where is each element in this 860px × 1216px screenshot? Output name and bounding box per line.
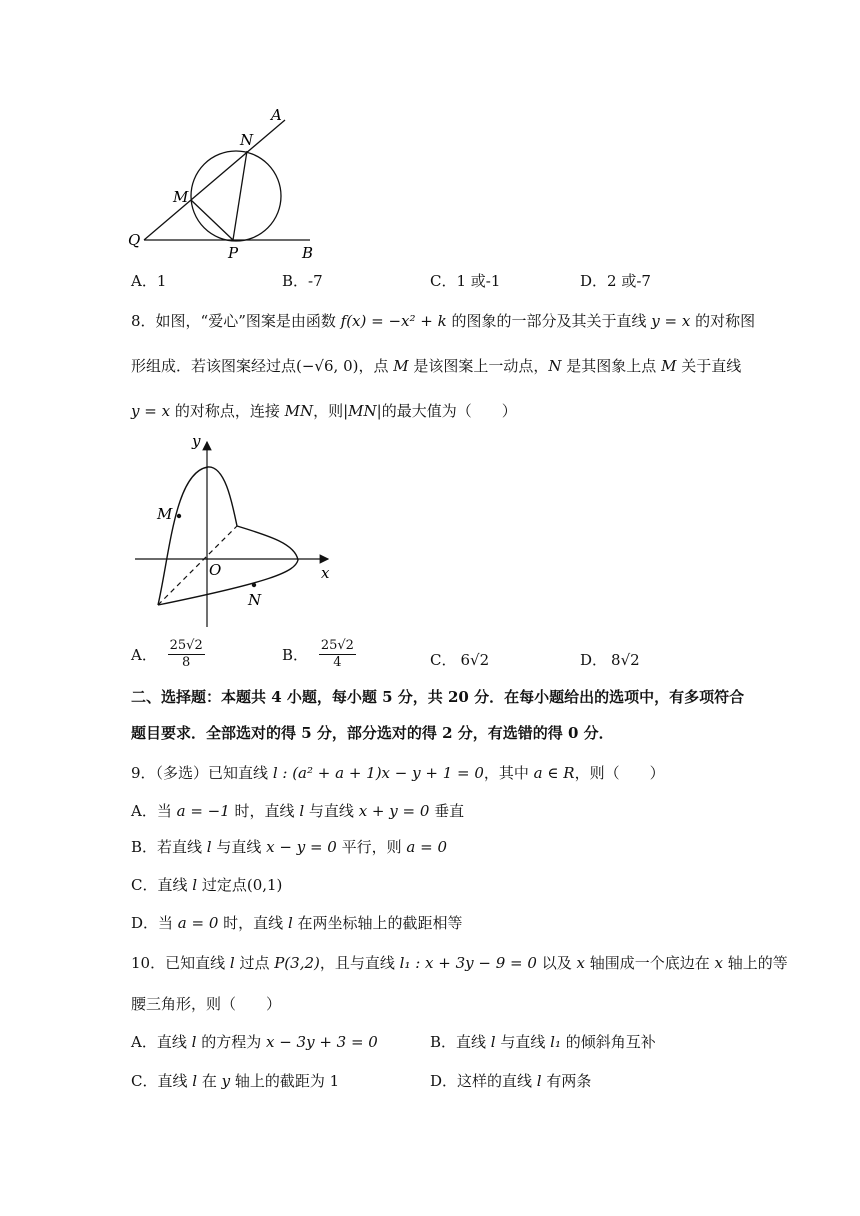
q10-option-a[interactable]: A．直线 l 的方程为 x − 3y + 3 = 0: [131, 1033, 378, 1051]
q10-option-d[interactable]: D．这样的直线 l 有两条: [430, 1072, 592, 1090]
q7-option-d[interactable]: D．2 或-7: [580, 272, 651, 290]
q7-option-c[interactable]: C．1 或-1: [430, 272, 501, 290]
label-M: M: [173, 188, 189, 206]
q9-option-b[interactable]: B．若直线 l 与直线 x − y = 0 平行，则 a = 0: [131, 838, 447, 856]
label-N2: N: [248, 591, 262, 609]
label-M2: M: [157, 505, 173, 523]
q9-option-a[interactable]: A．当 a = −1 时，直线 l 与直线 x + y = 0 垂直: [131, 802, 465, 820]
label-O: O: [209, 561, 222, 579]
section2-line2: 题目要求．全部选对的得 5 分，部分选对的得 2 分，有选错的得 0 分．: [131, 724, 614, 742]
q9-option-d[interactable]: D．当 a = 0 时，直线 l 在两坐标轴上的截距相等: [131, 914, 463, 932]
label-A: A: [271, 106, 282, 124]
section2-line1: 二、选择题：本题共 4 小题，每小题 5 分，共 20 分．在每小题给出的选项中，有多项符合: [131, 688, 745, 706]
eq-line-l: l : (a² + a + 1)x − y + 1 = 0: [272, 764, 484, 782]
label-B: B: [302, 244, 314, 262]
eq-yx: y = x: [651, 312, 691, 330]
point-M: [177, 514, 181, 518]
q10-stem-line1: 10．已知直线 l 过点 P(3,2)，且与直线 l₁ : x + 3y − 9 = 0 以及 x 轴围成一个底边在 x 轴上的等: [131, 954, 788, 972]
q7-option-a[interactable]: A．1: [131, 272, 167, 290]
parabola-branch: [158, 467, 237, 605]
q8-option-a[interactable]: A． $\frac{25√2}{8}$: [131, 638, 203, 670]
eq-fx: f(x) = −x² + k: [340, 312, 447, 330]
q8-option-c[interactable]: C． 6√2: [430, 651, 490, 669]
q8-option-b[interactable]: B． $\frac{25√2}{4}$: [282, 638, 354, 670]
q7-option-b[interactable]: B．-7: [282, 272, 323, 290]
eq-a-in-r: a ∈ R: [533, 764, 575, 782]
point-N: [252, 583, 256, 587]
dashed-segment: [158, 526, 237, 605]
label-N: N: [240, 131, 254, 149]
q9-stem: 9．（多选）已知直线 l : (a² + a + 1)x − y + 1 = 0，其中 a ∈ R，则（ ）: [131, 764, 665, 782]
q9-option-c[interactable]: C．直线 l 过定点(0,1): [131, 876, 283, 894]
chord-NP: [233, 151, 247, 240]
label-Q: Q: [128, 231, 141, 249]
q10-stem-line2: 腰三角形，则（ ）: [131, 995, 282, 1013]
label-y: y: [192, 432, 201, 450]
q10-option-c[interactable]: C．直线 l 在 y 轴上的截距为 1: [131, 1072, 340, 1090]
q8-stem-line3: y = x 的对称点，连接 MN，则|MN|的最大值为（ ）: [131, 402, 517, 420]
label-x: x: [321, 564, 330, 582]
heart-pattern-figure: [130, 432, 340, 632]
eq-point: (−√6, 0): [296, 357, 359, 375]
q10-option-b[interactable]: B．直线 l 与直线 l₁ 的倾斜角互补: [430, 1033, 656, 1051]
q8-stem-line1: 8．如图，“爱心”图案是由函数 f(x) = −x² + k 的图象的一部分及其关于直线 y = x 的对称图: [131, 312, 756, 330]
circle: [191, 151, 281, 241]
circle-tangent-figure: [120, 100, 340, 265]
q8-option-d[interactable]: D． 8√2: [580, 651, 640, 669]
q8-stem-line2: 形组成．若该图案经过点(−√6, 0)，点 M 是该图案上一动点，N 是其图象上点 M 关于直线: [131, 357, 742, 375]
reflected-branch: [158, 526, 298, 605]
label-P: P: [228, 244, 239, 262]
